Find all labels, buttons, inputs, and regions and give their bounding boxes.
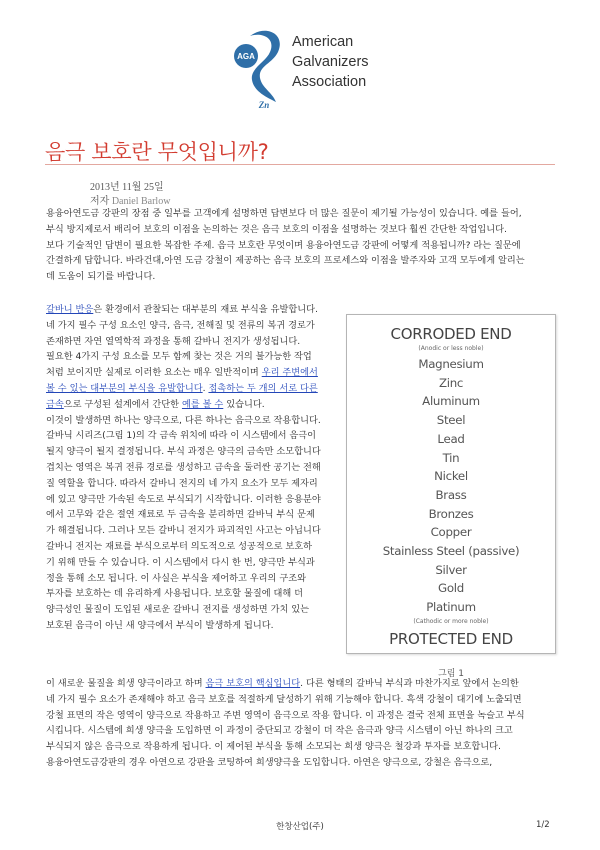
line-text: 이 새로운 물질을 희생 양극이라고 하며	[46, 678, 206, 689]
cathodic-protection-link[interactable]: 음극 보호의 핵심입니다	[205, 678, 301, 689]
line-text: .	[202, 382, 209, 394]
page-title: 음극 보호란 무엇입니까?	[45, 140, 269, 164]
paragraph-line: 부식 방지제로서 배리어 보호의 이점을 논의하는 것은 음극 보호의 이점을 설명하는 것보다 훨씬 간단한 작업입니다.	[46, 223, 507, 235]
metal-item: Platinum	[426, 600, 476, 615]
paragraph-line	[46, 397, 340, 413]
aga-logo	[232, 26, 392, 116]
paragraph-line	[46, 365, 340, 381]
anodic-note: (Anodic or less noble)	[418, 345, 484, 352]
corrosion-link[interactable]: 볼 수 있는 대부분의 부식을 유발합니다	[46, 382, 203, 394]
paragraph-line: 가 해결됩니다. 그러나 모든 갈바니 전지가 파괴적인 사고는 아닙니다	[46, 525, 321, 537]
metal-item: Copper	[430, 525, 472, 540]
paragraph-line: 용융아연도금강판의 경우 아연으로 강판을 코팅하여 희생양극을 도입합니다. 아연은 양극으로, 강철은 음극으로,	[46, 756, 493, 768]
metal-item: Zinc	[438, 375, 464, 390]
paragraph-line: 부식되지 않은 음극으로 작용하게 됩니다. 이 제어된 부식을 통해 소모되는 희생 양극은 철강과 투자를 보호합니다.	[46, 741, 501, 753]
aga-logo-mark-icon	[232, 26, 288, 112]
paragraph-line: 질 역할을 합니다. 따라서 갈바니 전지의 네 가지 요소가 모두 제자리	[46, 477, 318, 489]
logo-badge-text: AGA	[237, 52, 255, 61]
example-link[interactable]: 예를 볼 수	[181, 398, 224, 410]
paragraph-line: 데 도움이 되기를 바랍니다.	[46, 271, 156, 283]
org-name-line: American	[292, 34, 354, 50]
metals-link[interactable]: 금속	[46, 398, 64, 410]
paragraph-line: 투자를 보호하는 데 유리하게 사용됩니다. 보호할 물질에 대해 더	[46, 588, 304, 600]
metal-item: Steel	[436, 413, 466, 428]
article-date: 2013년 11월 25일	[90, 182, 164, 193]
paragraph-line	[46, 381, 340, 397]
paragraph-line: 갈바니 전지는 재료를 부식으로부터 의도적으로 성공적으로 보호하	[46, 540, 313, 552]
paragraph-line: 시킵니다. 시스템에 희생 양극을 도입하면 이 과정이 중단되고 강철이 더 작은 음극과 양극 시스템이 아닌 하나의 크고	[46, 725, 513, 737]
metal-item: Aluminum	[422, 394, 480, 409]
org-name	[292, 32, 369, 92]
paragraph-line: 이것이 발생하면 하나는 양극으로, 다른 하나는 음극으로 작용합니다.	[46, 414, 321, 426]
metal-item: Lead	[437, 431, 465, 446]
metal-item: Tin	[442, 450, 460, 465]
metal-item: Bronzes	[428, 506, 474, 521]
logo-symbol-text: Zn	[258, 100, 270, 110]
author-name: Daniel Barlow	[111, 196, 171, 207]
footer-company: 한창산업(주)	[276, 822, 324, 832]
intro-paragraph	[46, 206, 558, 285]
paragraph-line: 될지 양극이 될지 결정됩니다. 부식 과정은 양극의 금속만 소모합니다	[46, 446, 321, 458]
paragraph-line: 간결하게 답합니다. 바라건대,아연 도금 강철이 제공하는 음극 보호의 프로세스와 이점을 발주자와 고객 모두에게 알리는	[46, 255, 525, 267]
cathodic-note: (Cathodic or more noble)	[413, 617, 489, 625]
article-author	[90, 192, 170, 207]
line-text: 처럼 보이지만 실제로 이러한 요소는 매우 일반적이며	[46, 367, 262, 379]
line-text: 으로 구성된 설계에서 간단한	[63, 398, 182, 410]
sacrificial-anode-paragraph	[46, 676, 558, 771]
around-us-link[interactable]: 우리 주변에서	[261, 367, 318, 379]
paragraph-line: 정을 통해 소모 됩니다. 이 사실은 부식을 제어하고 우리의 구조와	[46, 572, 306, 584]
line-text: 은 환경에서 관찰되는 대부분의 재료 부식을 유발합니다.	[93, 304, 318, 315]
line-text: 있습니다.	[223, 398, 265, 410]
paragraph-line: 에 있고 양극만 가속된 속도로 부식되기 시작합니다. 이러한 응용분야	[46, 493, 321, 505]
galvanic-reaction-link[interactable]: 갈바니 반응	[46, 304, 94, 315]
metal-item: Silver	[435, 562, 467, 577]
figure-caption: 그림 1	[438, 669, 464, 679]
metal-item: Gold	[438, 581, 464, 596]
paragraph-line: 용융아연도금 강판의 장점 중 일부를 고객에게 설명하면 답변보다 더 많은 질문이 제기될 가능성이 있습니다. 예를 들어,	[46, 208, 522, 219]
paragraph-line: 네 가지 필수 구성 요소인 양극, 음극, 전해질 및 전류의 복귀 경로가	[46, 319, 315, 331]
org-name-line: Association	[292, 74, 367, 90]
page-number: 1/2	[536, 820, 550, 830]
metal-item: Brass	[435, 487, 467, 502]
paragraph-line: 존재하면 자연 열역학적 과정을 통해 갈바니 전지가 생성됩니다.	[46, 335, 301, 347]
corroded-end-heading: CORRODED END	[390, 325, 512, 343]
paragraph-line: 필요한 4가지 구성 요소를 모두 함께 찾는 것은 거의 불가능한 작업	[46, 351, 312, 363]
paragraph-line: 양극성인 물질이 도입된 새로운 갈바니 전지를 생성하면 가치 있는	[46, 604, 309, 616]
protected-end-heading: PROTECTED END	[389, 629, 513, 648]
paragraph-line	[46, 676, 558, 692]
metal-item: Magnesium	[418, 357, 484, 371]
galvanic-paragraph	[46, 302, 340, 634]
metal-list	[347, 355, 555, 617]
title-divider	[45, 164, 555, 165]
paragraph-line	[46, 302, 340, 318]
galvanic-series-figure	[346, 314, 556, 654]
paragraph-line: 에서 고무와 같은 절연 재료로 두 금속을 분리하면 갈바닉 부식 문제	[46, 509, 315, 521]
paragraph-line: 겹치는 영역은 복귀 전류 경로를 생성하고 금속을 둘러싼 공기는 전해	[46, 461, 321, 473]
org-name-line: Galvanizers	[292, 54, 369, 70]
paragraph-line: 보호된 음극이 아닌 새 양극에서 부식이 발생하게 됩니다.	[46, 619, 274, 631]
paragraph-line: 기 위해 만들 수 있습니다. 이 시스템에서 다시 한 번, 양극만 부식과	[46, 556, 315, 568]
metal-item: Nickel	[434, 469, 468, 484]
paragraph-line: 네 가지 필수 요소가 존재해야 하고 음극 보호를 적절하게 달성하기 위해 기능해야 합니다. 흑색 강철이 대기에 노출되면	[46, 693, 522, 705]
paragraph-line: 갈바닉 시리즈(그림 1)의 각 금속 위치에 따라 이 시스템에서 음극이	[46, 430, 317, 442]
paragraph-line: 보다 기술적인 답변이 필요한 복잡한 주제. 음극 보호란 무엇이며 용융아연도금 강판에 어떻게 적용됩니까? 라는 질문에	[46, 239, 521, 251]
dissimilar-metals-link[interactable]: 접촉하는 두 개의 서로 다른	[208, 382, 318, 394]
line-text: . 다른 형태의 갈바닉 부식과 마찬가지로 앞에서 논의한	[300, 678, 519, 689]
author-label: 저자	[90, 196, 110, 207]
metal-item: Stainless Steel (passive)	[382, 544, 520, 559]
paragraph-line: 강철 표면의 작은 영역이 양극으로 작용하고 주변 영역이 음극으로 작용 합니다. 이 과정은 결국 전체 표면을 녹슬고 부식	[46, 709, 525, 721]
